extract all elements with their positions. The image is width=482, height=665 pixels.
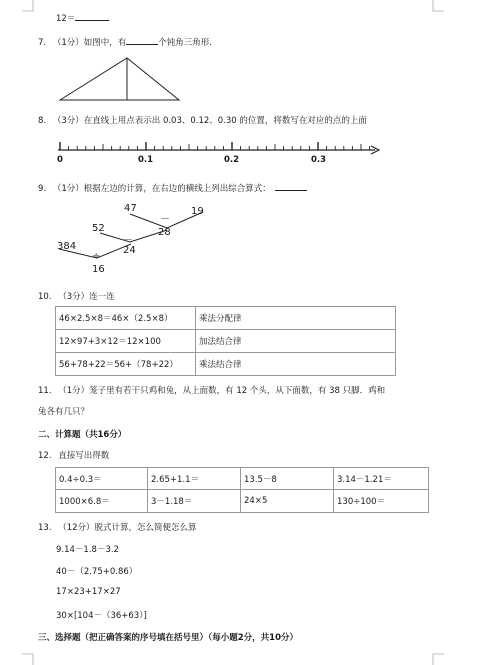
q10-matching-table: [55, 306, 396, 376]
calc-operator-minus-1: －: [160, 214, 170, 225]
calc-value-28: 28: [158, 227, 171, 238]
table-cell: 130÷100＝: [334, 490, 429, 513]
corner-mark-bottom-right: [432, 653, 444, 665]
q7-answer-blank[interactable]: [126, 35, 158, 45]
corner-mark-top-right: [432, 0, 444, 12]
table-cell[interactable]: 46×2.5×8＝46×（2.5×8）: [56, 307, 196, 330]
calc-value-47: 47: [124, 203, 137, 214]
q12-calc-table: [55, 467, 429, 513]
q10-text: （3分）连一连: [58, 292, 115, 302]
tick-label-0: 0: [57, 155, 63, 165]
q13-item-3: 17×23+17×27: [56, 587, 121, 597]
q7-text-a: （1分）如图中，有: [52, 38, 127, 48]
triangle-outline: [60, 58, 179, 100]
q13-item-2: 40－（2.75+0.86）: [56, 567, 138, 577]
table-cell[interactable]: 乘法结合律: [196, 353, 396, 376]
table-row: [56, 490, 429, 513]
q11-number: 11.: [38, 386, 52, 396]
corner-mark-top-left: [22, 0, 34, 12]
q13-item-1: 9.14－1.8－3.2: [56, 545, 119, 555]
q12-number: 12.: [38, 451, 52, 461]
section-2-heading: 二、计算题（共16分）: [38, 430, 127, 440]
table-cell: 24×5: [241, 490, 334, 513]
q7-text-b: 个钝角三角形.: [158, 38, 212, 48]
q9-number: 9.: [38, 184, 47, 194]
q8-prompt: [38, 114, 367, 126]
table-cell[interactable]: 12×97+3×12＝12×100: [56, 330, 196, 353]
q12-prompt: [38, 449, 109, 461]
table-row: [56, 468, 429, 490]
tick-label-0-1: 0.1: [138, 155, 154, 165]
table-cell: 3－1.18＝: [148, 490, 241, 513]
q12-text: 直接写出得数: [58, 451, 110, 461]
q11-text-1: （1分）笼子里有若干只鸡和兔，从上面数，有 12 个头，从下面数，有 38 只脚．鸡和: [58, 386, 386, 396]
calc-value-16: 16: [92, 264, 105, 275]
table-cell[interactable]: 加法结合律: [196, 330, 396, 353]
section-3-heading: 三、选择题（把正确答案的序号填在括号里）（每小题2分，共10分）: [38, 633, 298, 643]
q13-item-4: 30×[104－（36+63）]: [56, 611, 147, 621]
q9-text: （1分）根据左边的计算，在右边的横线上列出综合算式：: [52, 184, 271, 194]
table-cell: 2.65+1.1＝: [148, 468, 241, 490]
q13-number: 13.: [38, 523, 52, 533]
table-cell: 0.4÷0.3＝: [56, 468, 148, 490]
tick-label-0-3: 0.3: [311, 155, 327, 165]
table-cell: 13.5－8: [241, 468, 334, 490]
q7-triangle-figure: [58, 55, 182, 103]
q9-answer-blank[interactable]: [275, 181, 307, 191]
q9-prompt: [38, 181, 307, 194]
q10-prompt: [38, 290, 115, 302]
tick-label-0-2: 0.2: [224, 155, 240, 165]
q10-number: 10.: [38, 292, 52, 302]
q7-prompt: [38, 35, 212, 48]
corner-mark-bottom-left: [22, 653, 34, 665]
calc-operator-minus-2: －: [123, 235, 133, 246]
q8-number: 8.: [38, 116, 47, 126]
table-cell: 1000×6.8＝: [56, 490, 148, 513]
q13-prompt: [38, 521, 197, 533]
q6-tail: [56, 11, 109, 24]
table-row: [56, 353, 396, 376]
q8-text: （3分）在直线上用点表示出 0.03、0.12、0.30 的位置，将数写在对应的点的上面: [52, 116, 367, 126]
calc-value-384: 384: [57, 241, 77, 252]
calc-value-19: 19: [191, 206, 204, 217]
q9-calc-diagram: [55, 200, 215, 280]
q7-number: 7.: [38, 38, 47, 48]
q11-text-2: 兔各有几只？: [38, 407, 90, 417]
answer-blank[interactable]: [75, 11, 109, 21]
calc-value-52: 52: [92, 223, 105, 234]
table-row: [56, 330, 396, 353]
table-cell[interactable]: 乘法分配律: [196, 307, 396, 330]
calc-value-24: 24: [123, 245, 136, 256]
table-cell: 3.14－1.21＝: [334, 468, 429, 490]
table-row: [56, 307, 396, 330]
q13-text: （12分）脱式计算，怎么简便怎么算: [58, 523, 197, 533]
table-cell[interactable]: 56+78+22＝56+（78+22）: [56, 353, 196, 376]
calc-operator-divide: ÷: [92, 251, 101, 262]
q11-line-1: [38, 384, 385, 396]
q6-tail-text: 12＝: [56, 14, 76, 24]
q8-number-line: [55, 136, 385, 168]
